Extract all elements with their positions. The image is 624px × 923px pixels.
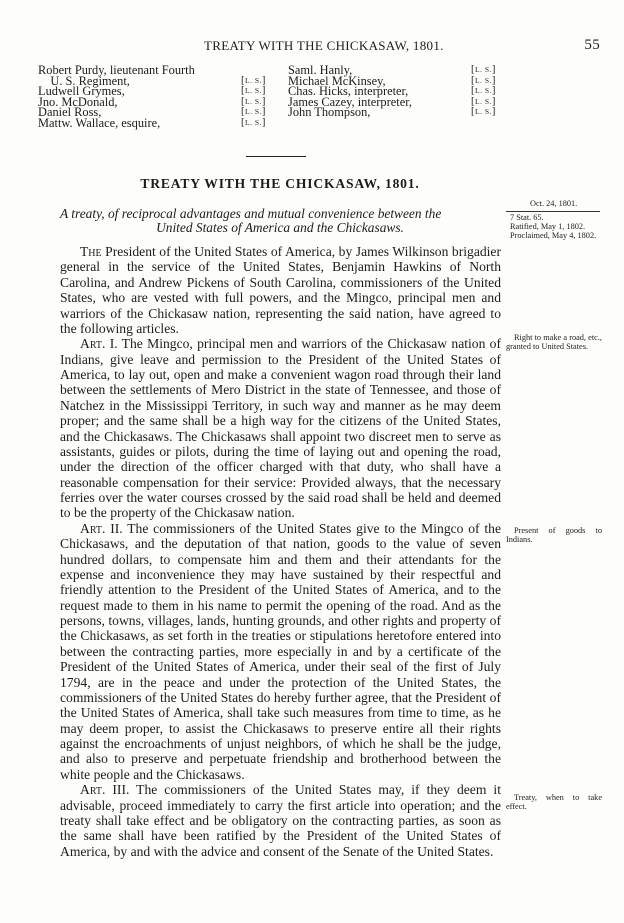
signatory-name: Michael McKinsey, [288,73,386,88]
seal-mark: [ L. S. ] [241,97,266,108]
article-3-text: The commissioners of the United States may, if they deem it advisable, proceed immediately to carry the first article into operation; and the treaty shall take effect and be obligatory on the contracting parties, as soon as the same shall have been ratified by the President of the United States of America, by and with the advice and consent of the Senate of the United States. [60,782,501,859]
seal-mark: [ L. S. ] [471,107,496,118]
page-number: 55 [584,37,600,53]
intro-paragraph [60,244,501,336]
margin-date: Oct. 24, 1801. [530,199,578,208]
seal-mark: [ L. S. ] [471,86,496,97]
signature-column-right [288,65,518,118]
treaty-body [60,244,501,859]
margin-citation [506,213,602,240]
seal-mark: [ L. S. ] [241,86,266,97]
signatory-name: Chas. Hicks, interpreter, [288,84,409,99]
treaty-preamble [60,207,500,235]
signatory-name: Robert Purdy, lieutenant Fourth [38,63,195,77]
article-3 [60,782,501,859]
seal-mark: [ L. S. ] [471,97,496,108]
preamble-line-2: United States of America and the Chickasaws. [156,220,404,235]
margin-ratified: Ratified, May 1, 1802. [510,222,586,231]
signatory-name: U. S. Regiment, [38,73,130,88]
margin-note-goods: Present of goods to Indians. [506,526,602,544]
seal-mark: [ L. S. ] [241,76,266,87]
article-1 [60,336,501,521]
seal-mark: [ L. S. ] [241,118,266,129]
margin-date-rule [506,211,600,212]
section-divider [246,156,306,157]
article-3-label: Art. III. [80,782,130,798]
margin-stat: 7 Stat. 65. [510,213,544,222]
article-1-label: Art. I. [80,336,118,352]
signatory-name: Saml. Hanly, [288,63,353,77]
signatory-name: Daniel Ross, [38,105,102,120]
article-2 [60,521,501,782]
seal-mark: [ L. S. ] [471,76,496,87]
margin-proclaimed: Proclaimed, May 4, 1802. [510,231,597,240]
intro-text: President of the United States of America, by James Wilkinson brigadier general in the service of the United States, Benjamin Hawkins of North Carolina, and Andrew Pickens of South Carolina, commissioners of the United States, who are vested with full powers, and the Mingco, principal men and warriors of the Chickasaw nation, representing the said nation, have agreed to the following articles. [60,244,501,336]
seal-mark: [ L. S. ] [241,107,266,118]
preamble-line-1: A treaty, of reciprocal advantages and mutual convenience between the [60,206,442,221]
signature-column-left [38,65,278,129]
intro-lead: The [80,244,102,259]
article-2-label: Art. II. [80,520,123,536]
signatory-name: Mattw. Wallace, esquire, [38,115,161,130]
signatory-name: James Cazey, interpreter, [288,94,412,109]
signatory-right-5 [288,107,518,118]
margin-note-effect: Treaty, when to take effect. [506,793,602,811]
running-title: TREATY WITH THE CHICKASAW, 1801. [204,38,444,53]
margin-note-road: Right to make a road, etc., granted to United States. [506,333,602,351]
article-1-text: The Mingco, principal men and warriors of the Chickasaw nation of Indians, give leave and permission to the President of the United States of America, to lay out, open and make a convenient wagon road through their land between the settlements of Mero District in the state of Tennessee, and those of Natchez in the Mississippi Territory, in such way and manner as he may deem proper; and the same shall be a high way for the citizens of the United States, and the Chickasaws. The Chickasaws shall appoint two discreet men to serve as assistants, guides or pilots, during the time of laying out and opening the road, under the direction of the officer charged with that duty, who shall have a reasonable compensation for their service: Provided always, that the necessary ferries over the water courses crossed by the said road shall be held and deemed to be the property of the Chickasaw nation. [60,336,501,521]
signatory-name: John Thompson, [288,105,371,120]
running-header [60,38,600,54]
signatory-left-6 [38,115,278,130]
signatory-name: Ludwell Grymes, [38,84,125,99]
treaty-title: TREATY WITH THE CHICKASAW, 1801. [140,176,420,191]
signatory-name: Jno. McDonald, [38,94,118,109]
seal-mark: [ L. S. ] [471,65,496,76]
article-2-text: The commissioners of the United States give to the Mingco of the Chickasaws, and the deputation of that nation, goods to the value of seven hundred dollars, to compensate him and them and their attendants for the expense and inconvenience they may have sustained by their respectful and friendly attention to the President of the United States of America, and to the request made to them in his name to permit the opening of the road. And as the persons, towns, villages, lands, hunting grounds, and other rights and property of the Chickasaws, as set forth in the treaties or stipulations heretofore entered into between the contracting parties, more especially in and by a certificate of the President of the United States of America, under their seal of the first of July 1794, are in the peace and under the protection of the United States, the commissioners of the United States do hereby further agree, that the President of the United States of America, shall take such measures from time to time, as he may deem proper, to assist the Chickasaws to preserve entire all their rights against the encroachments of unjust neighbors, of which he shall be the judge, and also to preserve and perpetuate friendship and brotherhood between the white people and the Chickasaws. [60,520,501,782]
